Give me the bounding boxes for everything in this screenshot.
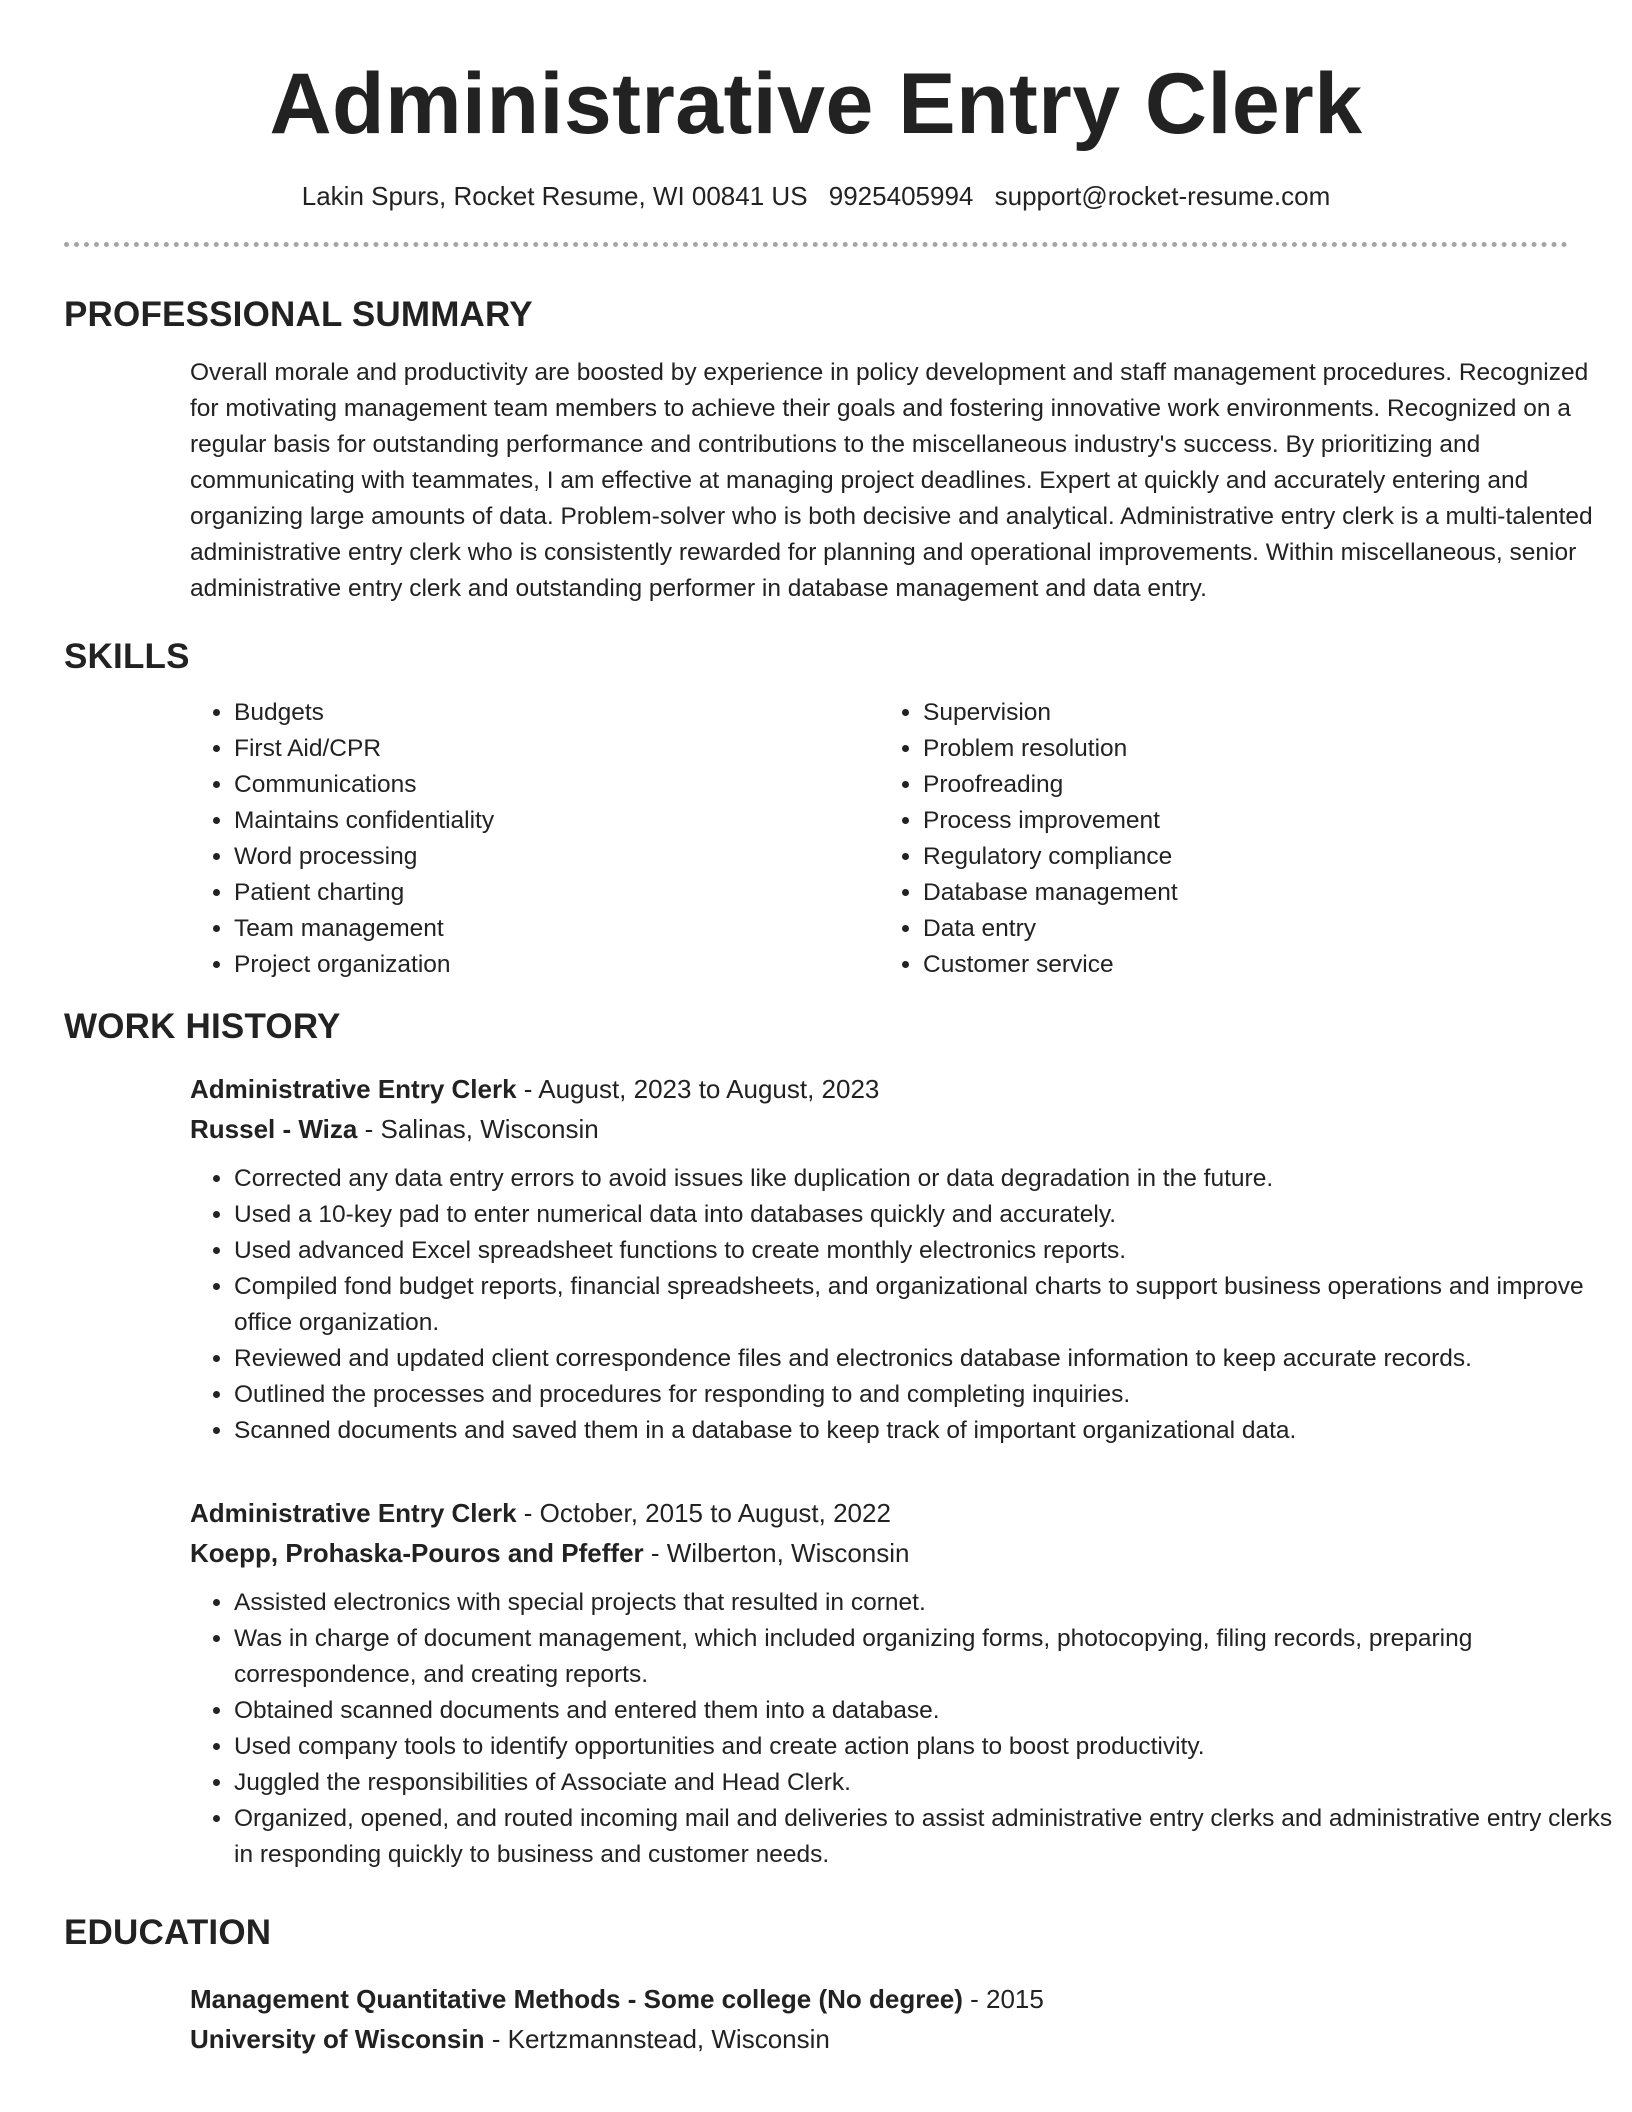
contact-email: support@rocket-resume.com (994, 181, 1331, 211)
job-dates: - October, 2015 to August, 2022 (516, 1498, 891, 1528)
education-location: - Kertzmannstead, Wisconsin (484, 2024, 830, 2054)
job-dates: - August, 2023 to August, 2023 (516, 1074, 880, 1104)
education-year: - 2015 (962, 1984, 1044, 2014)
skill-item: • Project organization (234, 947, 879, 983)
job-title-line (190, 1493, 1568, 1533)
skill-item: • Customer service (923, 947, 1568, 983)
header-divider (64, 242, 1568, 247)
education-school-line (190, 2019, 1568, 2059)
contact-phone: 9925405994 (828, 181, 974, 211)
job-bullet: • Organized, opened, and routed incoming mail and deliveries to assist administrative entry clerks and administrative entry clerks in responding quickly to business and customer needs. (234, 1801, 1624, 1873)
work-history-heading: WORK HISTORY (64, 1007, 341, 1046)
skill-item: • Regulatory compliance (923, 839, 1568, 875)
job-bullet: • Reviewed and updated client correspondence files and electronics database information to keep accurate records. (234, 1341, 1624, 1377)
summary-text: Overall morale and productivity are boosted by experience in policy development and staff management procedures. Recognized for motivating management team members to achieve their goals and fostering innovative work environments. Recognized on a regular basis for outstanding performance and contributions to the miscellaneous industry's success. By prioritizing and communicating with teammates, I am effective at managing project deadlines. Expert at quickly and accurately entering and organizing large amounts of data. Problem-solver who is both decisive and analytical. Administrative entry clerk is a multi-talented administrative entry clerk who is consistently rewarded for planning and operational improvements. Within miscellaneous, senior administrative entry clerk and outstanding performer in database management and data entry. (190, 359, 1593, 602)
job-bullet: • Juggled the responsibilities of Associate and Head Clerk. (234, 1765, 1624, 1801)
job-company: Koepp, Prohaska-Pouros and Pfeffer (190, 1538, 644, 1568)
job-bullets (190, 1161, 1624, 1449)
job-bullet: • Obtained scanned documents and entered them into a database. (234, 1693, 1624, 1729)
job-bullet: • Outlined the processes and procedures for responding to and completing inquiries. (234, 1377, 1624, 1413)
job-company-line (190, 1533, 1568, 1573)
skill-item: • Database management (923, 875, 1568, 911)
job-company-line (190, 1109, 1568, 1149)
job-location: - Salinas, Wisconsin (357, 1114, 599, 1144)
job-entry (190, 1493, 1613, 1873)
education-school: University of Wisconsin (190, 2024, 485, 2054)
job-bullet: • Assisted electronics with special projects that resulted in cornet. (234, 1585, 1624, 1621)
job-location: - Wilberton, Wisconsin (643, 1538, 910, 1568)
skill-item: • Communications (234, 767, 879, 803)
resume-name: Administrative Entry Clerk (269, 56, 1363, 152)
skills-heading: SKILLS (64, 637, 190, 676)
skill-item: • First Aid/CPR (234, 731, 879, 767)
job-company: Russel - Wiza (190, 1114, 358, 1144)
job-bullets (190, 1585, 1624, 1873)
job-bullet: • Compiled fond budget reports, financial spreadsheets, and organizational charts to support business operations and improve office organization. (234, 1269, 1624, 1341)
contact-address: Lakin Spurs, Rocket Resume, WI 00841 US (301, 181, 808, 211)
job-bullet: • Used company tools to identify opportunities and create action plans to boost productivity. (234, 1729, 1624, 1765)
job-role: Administrative Entry Clerk (190, 1074, 517, 1104)
education-degree: Management Quantitative Methods - Some college (No degree) (190, 1984, 963, 2014)
skill-item: • Patient charting (234, 875, 879, 911)
skill-item: • Data entry (923, 911, 1568, 947)
summary-heading: PROFESSIONAL SUMMARY (64, 295, 533, 334)
job-bullet: • Used advanced Excel spreadsheet functions to create monthly electronics reports. (234, 1233, 1624, 1269)
skill-item: • Proofreading (923, 767, 1568, 803)
skills-column-left (190, 695, 879, 983)
job-title-line (190, 1069, 1568, 1109)
job-bullet: • Corrected any data entry errors to avoid issues like duplication or data degradation in the future. (234, 1161, 1624, 1197)
skill-item: • Process improvement (923, 803, 1568, 839)
skill-item: • Word processing (234, 839, 879, 875)
job-role: Administrative Entry Clerk (190, 1498, 517, 1528)
job-bullet: • Was in charge of document management, which included organizing forms, photocopying, filing records, preparing correspondence, and creating reports. (234, 1621, 1624, 1693)
education-degree-line (190, 1979, 1568, 2019)
job-entry (190, 1069, 1584, 1449)
skill-item: • Maintains confidentiality (234, 803, 879, 839)
contact-line (64, 178, 1568, 214)
job-bullet: • Scanned documents and saved them in a database to keep track of important organizational data. (234, 1413, 1624, 1449)
skill-item: • Supervision (923, 695, 1568, 731)
skills-column-right (879, 695, 1568, 983)
job-bullet: • Used a 10-key pad to enter numerical data into databases quickly and accurately. (234, 1197, 1624, 1233)
skill-item: • Team management (234, 911, 879, 947)
education-heading: EDUCATION (64, 1913, 272, 1952)
education-entry (190, 1979, 1568, 2059)
skills-list (190, 695, 1568, 983)
skill-item: • Budgets (234, 695, 879, 731)
skill-item: • Problem resolution (923, 731, 1568, 767)
